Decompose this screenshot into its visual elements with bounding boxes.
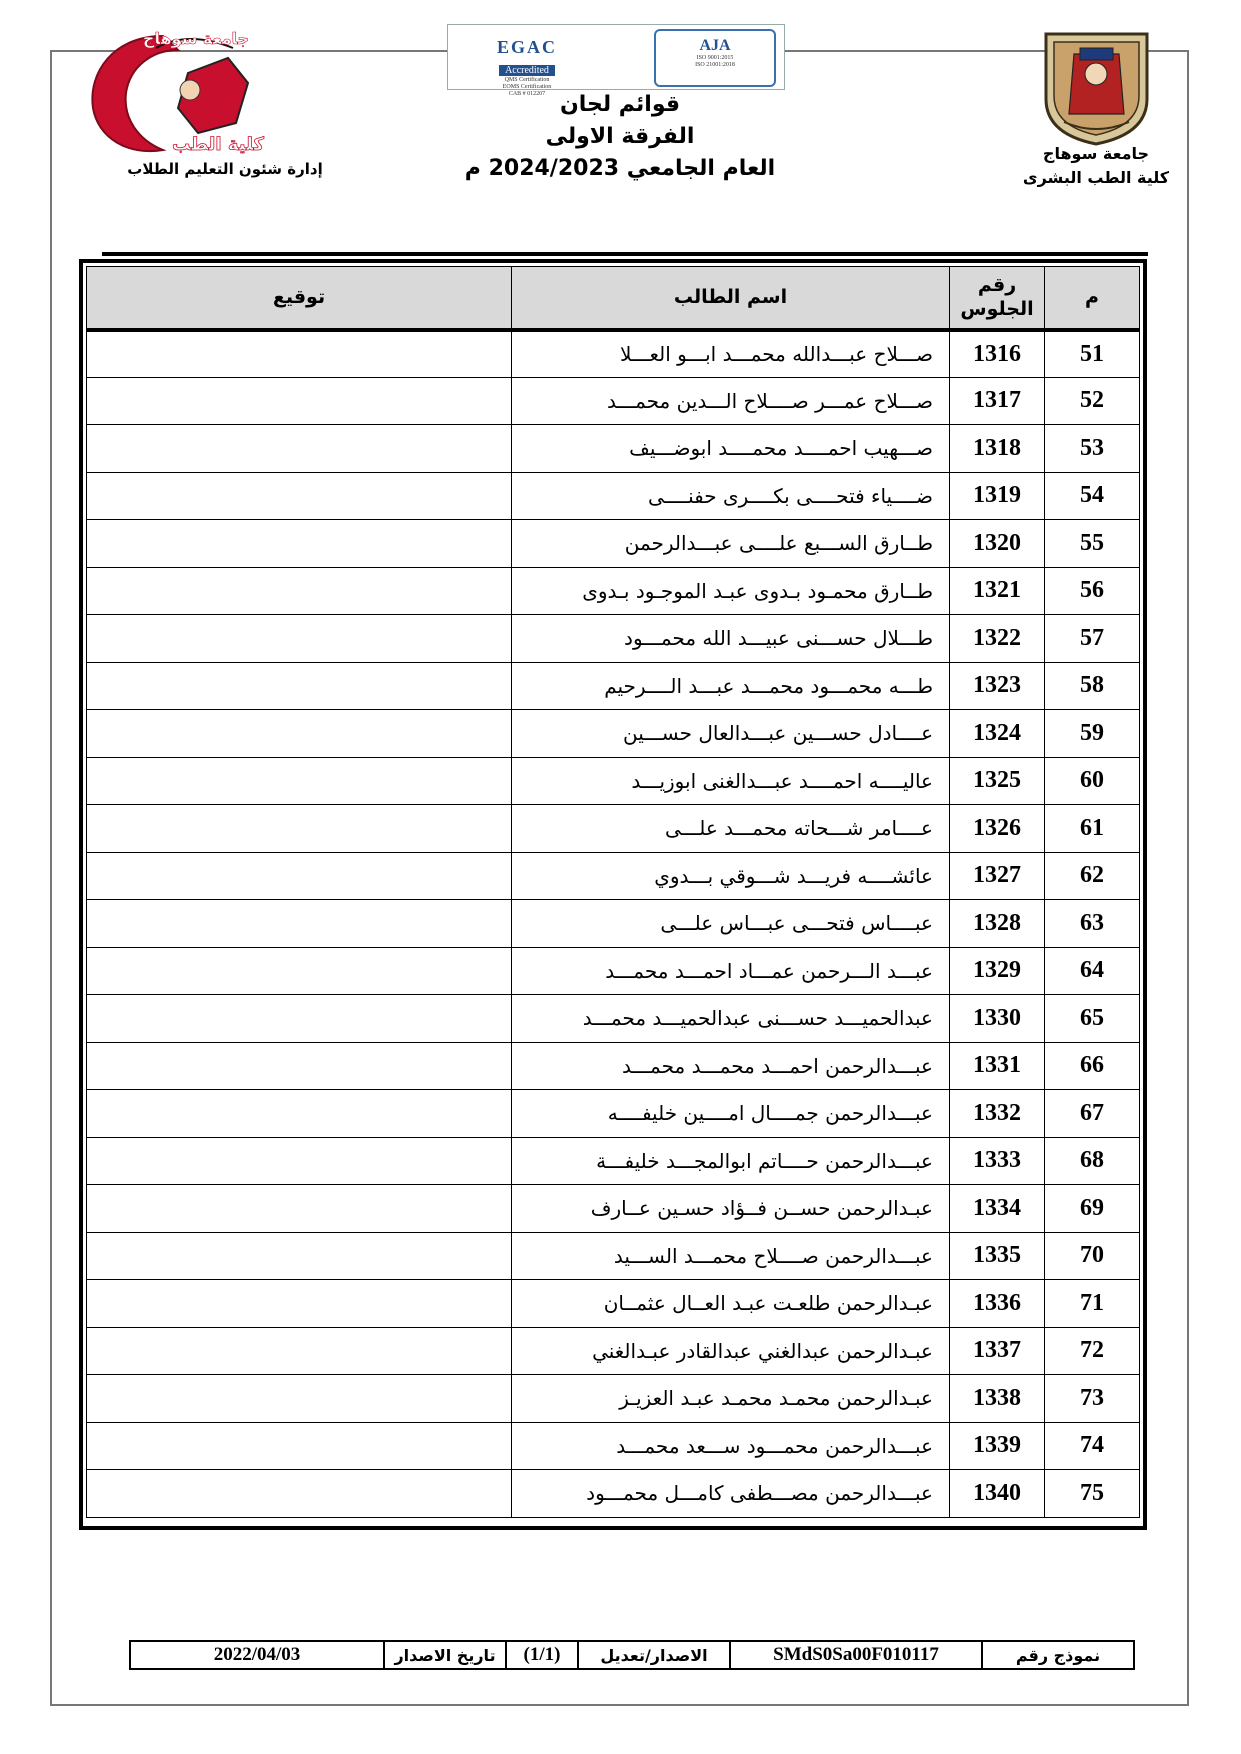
student-name: طـــلال حســـنى عبيـــد الله محمـــود <box>512 615 950 663</box>
student-name: عبـــدالرحمن صــــلاح محمـــد الســـيد <box>512 1232 950 1280</box>
seat-number: 1329 <box>950 947 1045 995</box>
student-name: عبـــدالرحمن احمـــد محمـــد محمـــد <box>512 1042 950 1090</box>
seat-number: 1338 <box>950 1375 1045 1423</box>
signature-cell[interactable] <box>87 757 512 805</box>
table-row <box>87 330 1140 378</box>
student-name: طـــه محمـــود محمـــد عبـــد الــــرحيم <box>512 662 950 710</box>
svg-text:جامعة سوهاج: جامعة سوهاج <box>142 29 250 48</box>
seat-number: 1318 <box>950 425 1045 473</box>
row-number: 72 <box>1045 1327 1140 1375</box>
aja-line: ISO 21001:2018 <box>695 62 735 68</box>
table-row <box>87 472 1140 520</box>
issue-date: 2022/04/03 <box>213 1644 301 1665</box>
table-row <box>87 1422 1140 1470</box>
seat-number: 1331 <box>950 1042 1045 1090</box>
signature-cell[interactable] <box>87 1090 512 1138</box>
header-divider <box>102 252 1148 256</box>
row-number: 53 <box>1045 425 1140 473</box>
signature-cell[interactable] <box>87 1185 512 1233</box>
table-row <box>87 710 1140 758</box>
seat-number: 1330 <box>950 995 1045 1043</box>
table-row <box>87 1375 1140 1423</box>
table-row <box>87 1232 1140 1280</box>
table-row <box>87 377 1140 425</box>
row-number: 59 <box>1045 710 1140 758</box>
row-number: 58 <box>1045 662 1140 710</box>
seat-number: 1335 <box>950 1232 1045 1280</box>
table-row <box>87 1470 1140 1518</box>
table-row <box>87 947 1140 995</box>
university-name: جامعة سوهاج <box>1042 144 1150 163</box>
svg-text:كلية الطب: كلية الطب <box>172 134 264 155</box>
row-number: 51 <box>1045 330 1140 378</box>
signature-cell[interactable] <box>87 520 512 568</box>
seat-number: 1336 <box>950 1280 1045 1328</box>
row-number: 57 <box>1045 615 1140 663</box>
row-number: 74 <box>1045 1422 1140 1470</box>
row-number: 67 <box>1045 1090 1140 1138</box>
certification-logos <box>447 24 785 97</box>
egac-line: CAB # 012207 <box>508 91 546 97</box>
model-label: نموذج رقم <box>981 1642 1133 1668</box>
university-emblem <box>1034 24 1159 149</box>
student-name: عبـدالرحمن عبدالغني عبدالقادر عبـدالغني <box>512 1327 950 1375</box>
signature-cell[interactable] <box>87 1470 512 1518</box>
table-row <box>87 1137 1140 1185</box>
aja-logo <box>654 29 776 87</box>
egac-logo <box>452 29 602 97</box>
row-number: 64 <box>1045 947 1140 995</box>
seat-number: 1337 <box>950 1327 1045 1375</box>
signature-cell[interactable] <box>87 330 512 378</box>
row-number: 68 <box>1045 1137 1140 1185</box>
signature-cell[interactable] <box>87 1280 512 1328</box>
aja-line: ISO 9001:2015 <box>696 55 734 61</box>
student-name: ضــــياء فتحــــى بكــــرى حفنــــى <box>512 472 950 520</box>
issue-date-label: تاريخ الاصدار <box>383 1642 505 1668</box>
aja-text: AJA <box>699 37 731 54</box>
row-number: 56 <box>1045 567 1140 615</box>
row-number: 75 <box>1045 1470 1140 1518</box>
col-header-number: م <box>1045 267 1140 330</box>
table-row <box>87 662 1140 710</box>
table-row <box>87 995 1140 1043</box>
signature-cell[interactable] <box>87 1137 512 1185</box>
admin-office: إدارة شئون التعليم الطلاب <box>127 160 323 178</box>
student-name: صـــهيب احمــــد محمــــد ابوضـــيف <box>512 425 950 473</box>
row-number: 65 <box>1045 995 1140 1043</box>
signature-cell[interactable] <box>87 567 512 615</box>
seat-number: 1321 <box>950 567 1045 615</box>
seat-number: 1325 <box>950 757 1045 805</box>
table-row <box>87 900 1140 948</box>
student-name: عبـــدالرحمن مصـــطفى كامـــل محمـــود <box>512 1470 950 1518</box>
seat-number: 1326 <box>950 805 1045 853</box>
signature-cell[interactable] <box>87 615 512 663</box>
university-name-block <box>1011 142 1181 190</box>
student-name: صـــلاح عمـــر صــــلاح الـــدين محمـــد <box>512 377 950 425</box>
row-number: 73 <box>1045 1375 1140 1423</box>
seat-number: 1340 <box>950 1470 1045 1518</box>
table-row <box>87 567 1140 615</box>
row-number: 52 <box>1045 377 1140 425</box>
row-number: 60 <box>1045 757 1140 805</box>
row-number: 55 <box>1045 520 1140 568</box>
row-number: 70 <box>1045 1232 1140 1280</box>
signature-cell[interactable] <box>87 900 512 948</box>
table-row <box>87 615 1140 663</box>
seat-number: 1322 <box>950 615 1045 663</box>
seat-number: 1333 <box>950 1137 1045 1185</box>
egac-line: EOMS Certification <box>502 84 552 90</box>
signature-cell[interactable] <box>87 1327 512 1375</box>
row-number: 54 <box>1045 472 1140 520</box>
student-name: عبـدالرحمن طلعـت عبـد العــال عثمــان <box>512 1280 950 1328</box>
version-value: (1/1) <box>505 1642 577 1668</box>
student-name: عبـــدالرحمن جمــــال امــــين خليفــــه <box>512 1090 950 1138</box>
form-footer <box>129 1640 1135 1670</box>
table-row <box>87 1185 1140 1233</box>
table-row <box>87 805 1140 853</box>
student-name: طــارق الســـبع علــــى عبـــدالرحمن <box>512 520 950 568</box>
seat-number: 1323 <box>950 662 1045 710</box>
signature-cell[interactable] <box>87 662 512 710</box>
model-code: SMdS0Sa00F010117 <box>729 1642 981 1668</box>
student-name: عاليــــه احمــــد عبـــدالغنى ابوزيـــد <box>512 757 950 805</box>
student-name: عبـــدالرحمن حــــاتم ابوالمجـــد خليفـــة <box>512 1137 950 1185</box>
student-name: طــارق محمـود بـدوى عبـد الموجـود بـدوى <box>512 567 950 615</box>
seat-number: 1328 <box>950 900 1045 948</box>
committee-table <box>79 259 1147 1530</box>
seat-number: 1324 <box>950 710 1045 758</box>
academic-year: العام الجامعي 2024/2023 م <box>464 156 776 181</box>
seat-number: 1317 <box>950 377 1045 425</box>
table-row <box>87 1280 1140 1328</box>
signature-cell[interactable] <box>87 1375 512 1423</box>
signature-cell[interactable] <box>87 805 512 853</box>
signature-cell[interactable] <box>87 377 512 425</box>
col-header-seat: رقم الجلوس <box>950 267 1045 330</box>
row-number: 69 <box>1045 1185 1140 1233</box>
table-row <box>87 520 1140 568</box>
seat-number: 1327 <box>950 852 1045 900</box>
student-name: صـــلاح عبـــدالله محمـــد ابـــو العـــلا <box>512 330 950 378</box>
student-name: عبـــدالرحمن محمـــود ســـعد محمـــد <box>512 1422 950 1470</box>
row-number: 62 <box>1045 852 1140 900</box>
egac-accredited: Accredited <box>499 65 555 76</box>
seat-number: 1319 <box>950 472 1045 520</box>
signature-cell[interactable] <box>87 852 512 900</box>
table-row <box>87 757 1140 805</box>
student-name: عبـدالرحمن حســن فــؤاد حسـين عــارف <box>512 1185 950 1233</box>
row-number: 66 <box>1045 1042 1140 1090</box>
row-number: 71 <box>1045 1280 1140 1328</box>
table-header-row <box>87 267 1140 330</box>
egac-text: EGAC <box>496 37 557 57</box>
student-name: عائشــــه فريـــد شـــوقي بـــدوي <box>512 852 950 900</box>
student-name: عبدالحميـــد حســـنى عبدالحميـــد محمـــد <box>512 995 950 1043</box>
seat-number: 1332 <box>950 1090 1045 1138</box>
table-row <box>87 1090 1140 1138</box>
signature-cell[interactable] <box>87 1042 512 1090</box>
student-name: عــــادل حســـين عبـــدالعال حســـين <box>512 710 950 758</box>
col-header-name: اسم الطالب <box>512 267 950 330</box>
row-number: 61 <box>1045 805 1140 853</box>
version-label: الاصدار/تعديل <box>577 1642 729 1668</box>
page-title: قوائم لجان <box>559 92 681 117</box>
student-name: عبـدالرحمن محمـد محمـد عبـد العزيـز <box>512 1375 950 1423</box>
class-year: الفرقة الاولى <box>545 124 695 149</box>
col-header-signature: توقيع <box>87 267 512 330</box>
signature-cell[interactable] <box>87 947 512 995</box>
row-number: 63 <box>1045 900 1140 948</box>
student-name: عبــــاس فتحـــى عبـــاس علـــى <box>512 900 950 948</box>
seat-number: 1316 <box>950 330 1045 378</box>
signature-cell[interactable] <box>87 710 512 758</box>
student-name: عــــامر شـــحاته محمـــد علـــى <box>512 805 950 853</box>
seat-number: 1320 <box>950 520 1045 568</box>
student-name: عبـــد الـــرحمن عمـــاد احمـــد محمـــد <box>512 947 950 995</box>
signature-cell[interactable] <box>87 1422 512 1470</box>
seat-number: 1339 <box>950 1422 1045 1470</box>
signature-cell[interactable] <box>87 995 512 1043</box>
table-row <box>87 1042 1140 1090</box>
seat-number: 1334 <box>950 1185 1045 1233</box>
faculty-logo <box>68 28 278 163</box>
table-row <box>87 425 1140 473</box>
table-row <box>87 852 1140 900</box>
table-row <box>87 1327 1140 1375</box>
faculty-name: كلية الطب البشرى <box>1022 168 1170 187</box>
signature-cell[interactable] <box>87 425 512 473</box>
egac-line: QMS Certification <box>504 77 550 83</box>
signature-cell[interactable] <box>87 472 512 520</box>
signature-cell[interactable] <box>87 1232 512 1280</box>
